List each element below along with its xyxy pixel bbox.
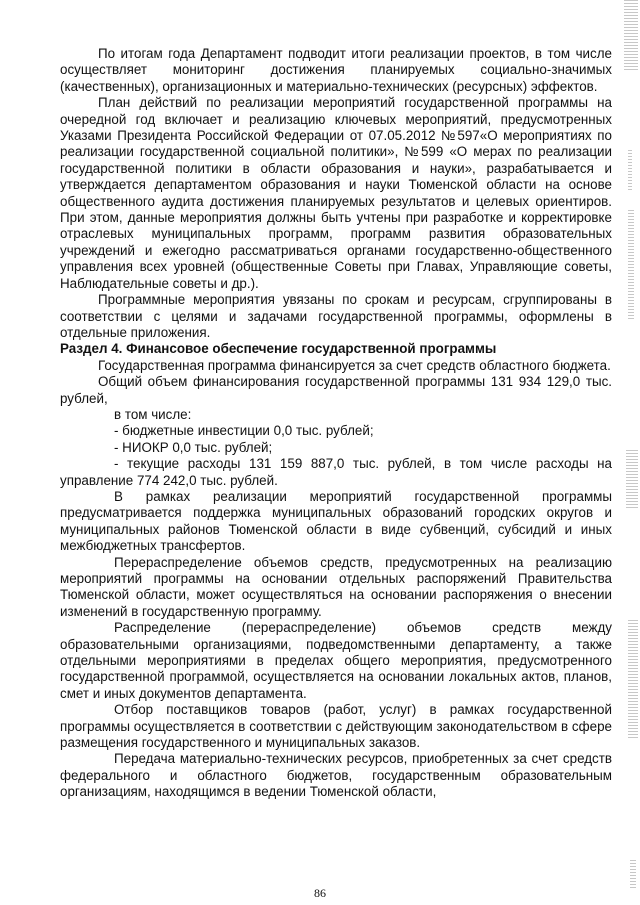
paragraph-total-volume: Общий объем финансирования государственной программы 131 934 129,0 тыс. рублей, (60, 374, 612, 406)
scan-edge-artifact (626, 450, 638, 510)
paragraph-municipal-support: В рамках реализации мероприятий государственной программы предусматривается поддержка муниципальных образований городских округов и муниципальных районов Тюменской области в виде субвенций, субсидий и иных межбюджетных трансфертов. (60, 488, 612, 554)
scan-edge-artifact (630, 860, 636, 890)
paragraph-resource-transfer: Передача материально-технических ресурсов, приобретенных за счет средств федерального и областного бюджетов, государственным образовательным организациям, находящимся в ведении Тюменской области, (60, 751, 612, 800)
paragraph-supplier-selection: Отбор поставщиков товаров (работ, услуг) в рамках государственной программы осуществляется в соответствии с действующим законодательством в сфере размещения государственного и муниципальных заказов. (60, 702, 612, 751)
scan-edge-artifact (624, 0, 638, 70)
list-item-investments: - бюджетные инвестиции 0,0 тыс. рублей; (114, 423, 374, 439)
paragraph-results: По итогам года Департамент подводит итоги реализации проектов, в том числе осуществляет мониторинг достижения планируемых социально-значимых (качественных), организационных и материально-технических (ресурсных) эффектов. (60, 46, 612, 94)
paragraph-action-plan: План действий по реализации мероприятий государственной программы на очередной год включает и реализацию ключевых мероприятий, предусмотренных Указами Президента Российской Федерации от 07.05.2012 №597«О мероприятиях по реализации государственной социальной политики», №599 «О мерах по реализации государственной политики в области образования и науки», разрабатывается и утверждается департаментом образования и науки Тюменской области на основе общественного аудита достижения планируемых результатов и целевых ориентиров. При этом, данные мероприятия должны быть учтены при разработке и корректировке отраслевых муниципальных программ, программ развития образовательных учреждений и ежегодно рассматриваться органами государственно-общественного управления всех уровней (общественные Советы при Главах, Управляющие советы, Наблюдательные советы и др.). (60, 95, 612, 291)
scan-edge-artifact (628, 620, 638, 740)
section-heading: Раздел 4. Финансовое обеспечение государственной программы (60, 341, 497, 357)
list-item-niokr: - НИОКР 0,0 тыс. рублей; (114, 439, 273, 455)
page-number: 86 (314, 886, 326, 900)
paragraph-distribution: Распределение (перераспределение) объемов средств между образовательными организациями, подведомственными департаменту, а также отдельными мероприятиями в пределах общего мероприятия, предусмотренного государственной программой, осуществляется на основании локальных актов, планов, смет и иных документов департамента. (60, 620, 612, 701)
paragraph-program-measures: Программные мероприятия увязаны по срокам и ресурсам, сгруппированы в соответствии с целями и задачами государственной программы, оформлены в отдельные приложения. (60, 292, 612, 340)
scan-edge-artifact (628, 150, 632, 190)
scan-edge-artifact (628, 210, 634, 320)
paragraph-financing-intro: Государственная программа финансируется за счет средств областного бюджета. (98, 357, 611, 373)
paragraph-redistribution: Перераспределение объемов средств, предусмотренных на реализацию мероприятий программы на основании отдельных распоряжений Правительства Тюменской области, может осуществляться на основании распоряжения о внесении изменений в государственную программу. (60, 554, 612, 619)
paragraph-including: в том числе: (114, 406, 192, 422)
list-item-current-expenses: - текущие расходы 131 159 887,0 тыс. рублей, в том числе расходы на управление 774 242,0 тыс. рублей. (60, 456, 612, 488)
document-page (60, 46, 612, 801)
